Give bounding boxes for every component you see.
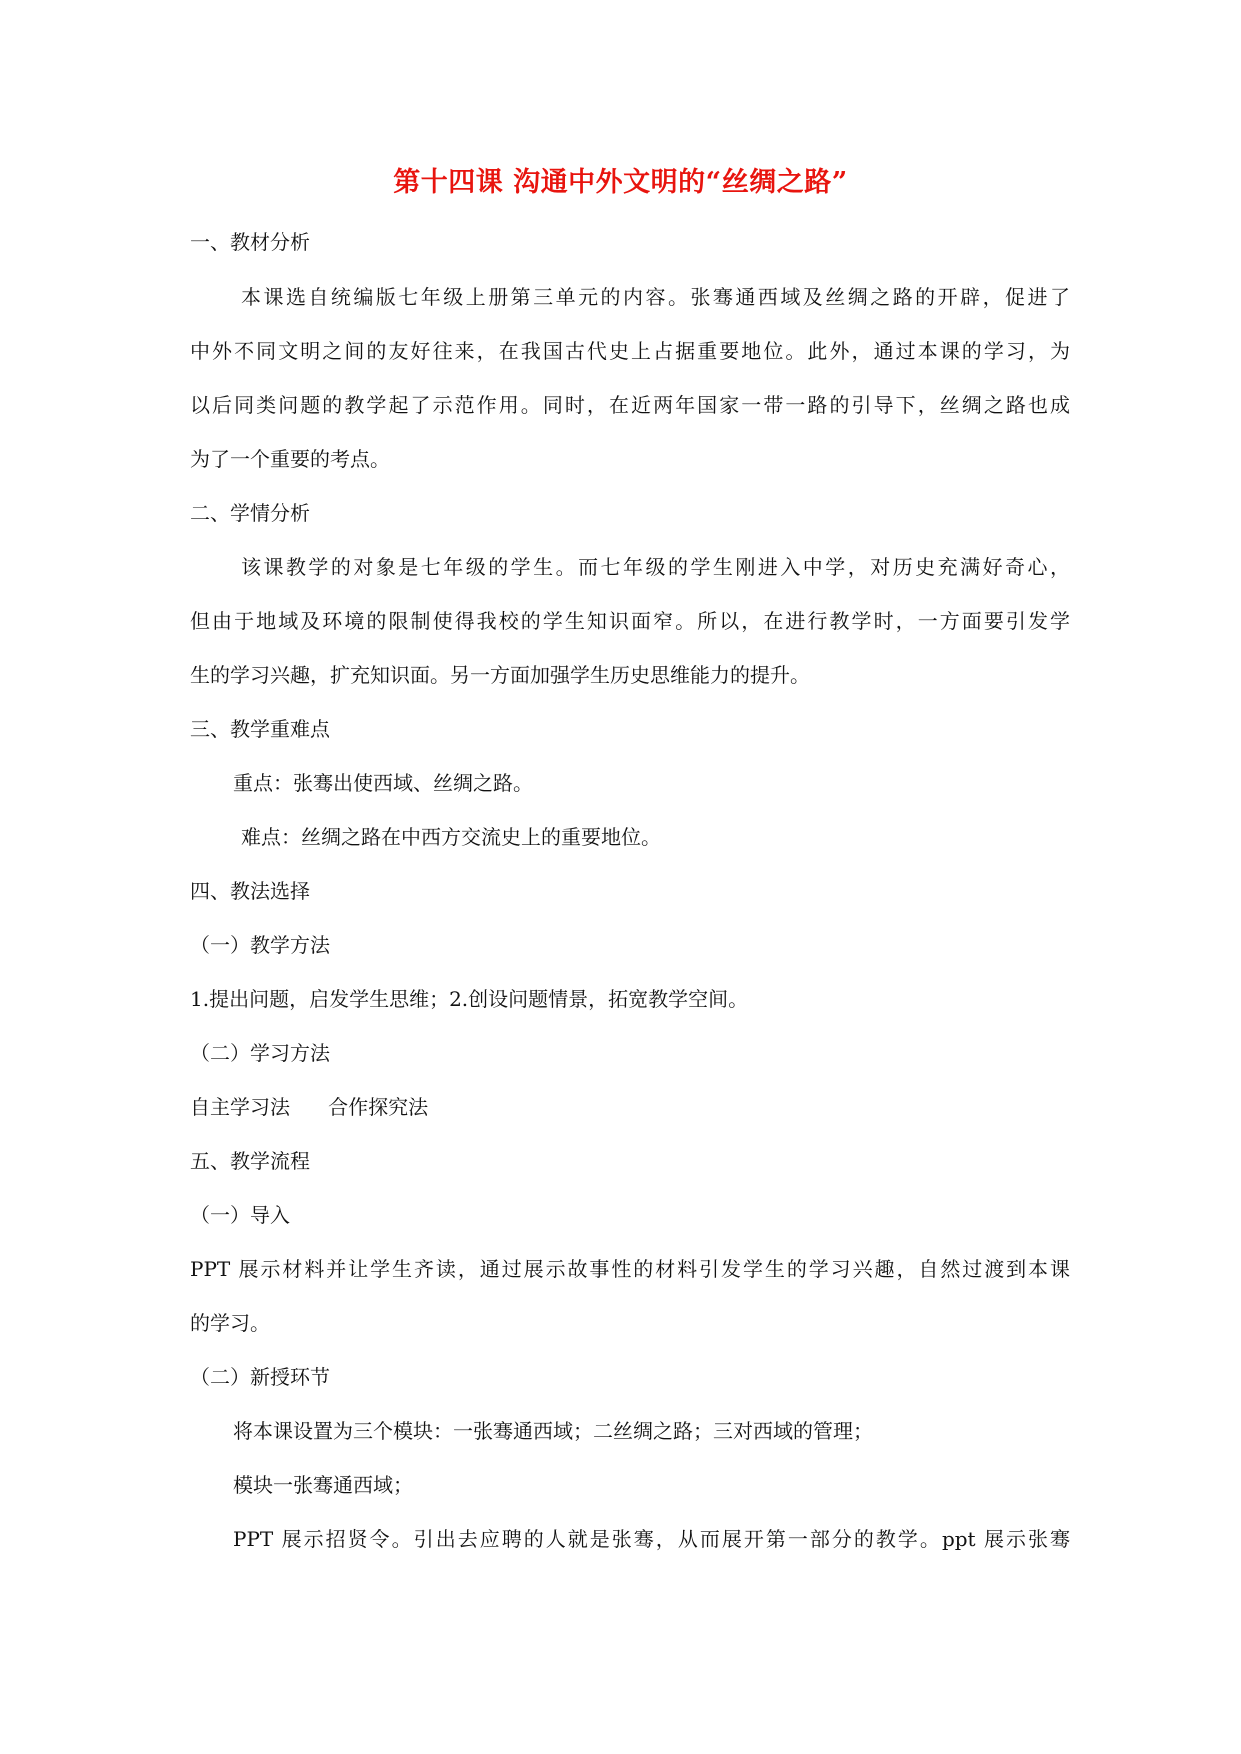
modules-text: 将本课设置为三个模块：一张骞通西域；二丝绸之路；三对西域的管理； [233, 1419, 873, 1443]
subheading-new-lesson: （二）新授环节 [190, 1365, 330, 1389]
subheading-teaching-method: （一）教学方法 [190, 933, 330, 957]
paragraph-line: 该课教学的对象是七年级的学生。而七年级的学生刚进入中学，对历史充满好奇心， [241, 555, 1070, 579]
paragraph-line: 的学习。 [190, 1311, 270, 1335]
section-heading-student-analysis: 二、学情分析 [190, 501, 310, 525]
paragraph-line: 生的学习兴趣，扩充知识面。另一方面加强学生历史思维能力的提升。 [190, 663, 810, 687]
paragraph-line: 为了一个重要的考点。 [190, 447, 390, 471]
difficult-point-text: 难点：丝绸之路在中西方交流史上的重要地位。 [241, 825, 661, 849]
document-title: 第十四课 沟通中外文明的“丝绸之路” [393, 167, 848, 198]
section-heading-textbook-analysis: 一、教材分析 [190, 230, 310, 254]
paragraph-line: 但由于地域及环境的限制使得我校的学生知识面窄。所以，在进行教学时，一方面要引发学 [190, 609, 1070, 633]
subheading-learning-method: （二）学习方法 [190, 1041, 330, 1065]
teaching-methods-text: 1.提出问题，启发学生思维；2.创设问题情景，拓宽教学空间。 [190, 987, 749, 1011]
section-heading-key-points: 三、教学重难点 [190, 717, 330, 741]
paragraph-line: 中外不同文明之间的友好往来，在我国古代史上占据重要地位。此外，通过本课的学习，为 [190, 339, 1070, 363]
section-heading-teaching-methods: 四、教法选择 [190, 879, 310, 903]
paragraph-line: 本课选自统编版七年级上册第三单元的内容。张骞通西域及丝绸之路的开辟，促进了 [241, 285, 1070, 309]
subheading-introduction: （一）导入 [190, 1203, 290, 1227]
paragraph-line: PPT 展示招贤令。引出去应聘的人就是张骞，从而展开第一部分的教学。ppt 展示张骞 [233, 1527, 1070, 1551]
section-heading-teaching-process: 五、教学流程 [190, 1149, 310, 1173]
paragraph-line: 以后同类问题的教学起了示范作用。同时，在近两年国家一带一路的引导下，丝绸之路也成 [190, 393, 1070, 417]
learning-methods-text: 自主学习法 合作探究法 [190, 1095, 429, 1119]
module-one-text: 模块一张骞通西域； [233, 1473, 413, 1497]
key-point-text: 重点：张骞出使西域、丝绸之路。 [233, 771, 533, 795]
paragraph-line: PPT 展示材料并让学生齐读，通过展示故事性的材料引发学生的学习兴趣，自然过渡到本课 [190, 1257, 1070, 1281]
